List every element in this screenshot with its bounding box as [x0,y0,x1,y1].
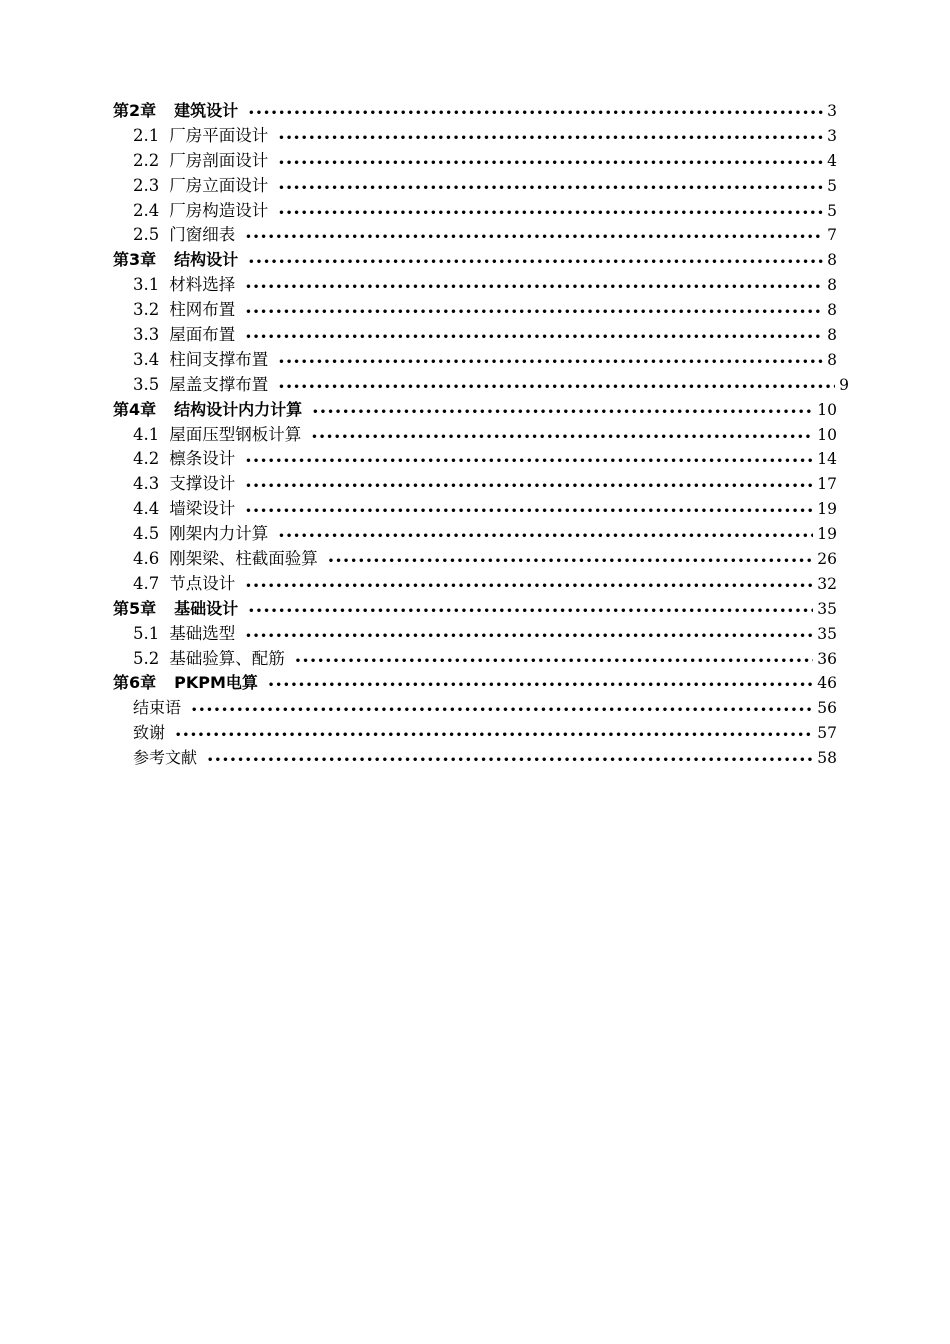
table-of-contents [113,99,849,771]
dot-leader [278,177,823,202]
toc-entry-page: 10 [817,425,837,444]
dot-leader [245,625,813,650]
dot-leader [312,401,813,426]
dot-leader [245,326,823,351]
toc-entry-number: 4.6 [133,549,160,569]
toc-entry[interactable] [113,149,837,174]
toc-entry-number: 2.4 [133,200,160,220]
dot-leader [245,500,813,525]
toc-entry-title: 厂房平面设计 [169,125,269,145]
toc-entry-title: 柱间支撑布置 [169,349,269,369]
toc-entry-number: 2.1 [133,125,160,145]
dot-leader [328,550,814,575]
dot-leader [245,475,813,500]
toc-entry-page: 17 [817,475,837,494]
toc-entry-page: 8 [827,326,837,345]
toc-entry[interactable] [113,497,837,522]
dot-leader [278,525,813,550]
toc-entry-page: 35 [817,624,837,643]
dot-leader [245,575,813,600]
toc-entry[interactable] [113,398,837,423]
toc-entry-title: 基础选型 [169,623,236,643]
toc-entry-number: 2.3 [133,175,160,195]
toc-entry-number: 4.4 [133,499,160,519]
toc-entry[interactable] [113,373,849,398]
toc-entry-title: 屋盖支撑布置 [169,374,269,394]
toc-entry[interactable] [113,298,837,323]
toc-entry[interactable] [113,423,837,448]
toc-entry-number: 3.1 [133,275,160,295]
toc-entry[interactable] [113,447,837,472]
toc-entry-title: 结束语 [133,698,182,718]
toc-entry-page: 8 [827,350,837,369]
dot-leader [268,674,813,699]
toc-entry-number: 4.5 [133,524,160,544]
dot-leader [207,749,813,774]
toc-entry[interactable] [113,622,837,647]
toc-entry-page: 4 [827,151,837,170]
toc-entry-title: 建筑设计 [174,101,239,120]
toc-entry[interactable] [113,746,837,771]
toc-entry-title: 参考文献 [133,748,198,768]
toc-entry-number: 第3章 [113,250,157,270]
toc-entry-number: 3.2 [133,300,160,320]
toc-entry-number: 第5章 [113,598,157,618]
toc-entry-page: 10 [817,400,837,419]
dot-leader [248,600,813,625]
toc-entry-number: 3.3 [133,325,160,345]
toc-entry-number: 4.2 [133,449,160,469]
dot-leader [248,102,823,127]
toc-entry-title: 致谢 [133,723,166,743]
dot-leader [311,426,813,451]
toc-entry[interactable] [113,199,837,224]
toc-entry-page: 35 [817,599,837,618]
toc-entry-number: 4.1 [133,424,160,444]
toc-entry-title: 基础设计 [174,598,239,618]
toc-entry-title: 墙梁设计 [169,499,236,519]
toc-entry[interactable] [113,522,837,547]
toc-entry-number: 3.5 [133,374,160,394]
toc-entry-title: 材料选择 [169,275,236,295]
toc-entry-number: 第4章 [113,399,157,419]
toc-entry-page: 36 [817,649,837,668]
toc-entry[interactable] [113,248,837,273]
toc-entry-title: 结构设计内力计算 [174,399,303,419]
toc-entry-page: 56 [817,699,837,718]
toc-entry[interactable] [113,647,837,672]
toc-entry[interactable] [113,174,837,199]
toc-entry[interactable] [113,671,837,696]
dot-leader [278,127,823,152]
toc-entry-page: 57 [817,724,837,743]
toc-entry-title: 柱网布置 [169,300,236,320]
toc-entry-number: 4.3 [133,474,160,494]
toc-entry-title: 刚架梁、柱截面验算 [169,549,318,569]
toc-entry-number: 第6章 [113,673,157,693]
toc-entry-page: 8 [827,251,837,270]
toc-entry[interactable] [113,348,837,373]
toc-entry-number: 5.1 [133,623,160,643]
toc-entry-page: 14 [817,450,837,469]
toc-entry-page: 3 [827,102,837,120]
dot-leader [278,376,835,401]
toc-entry-title: 厂房立面设计 [169,175,269,195]
toc-entry-title: 节点设计 [169,573,236,593]
toc-entry-title: 厂房构造设计 [169,200,269,220]
toc-entry-title: PKPM电算 [174,673,258,693]
toc-entry-title: 结构设计 [174,250,239,270]
dot-leader [278,152,823,177]
toc-entry-title: 支撑设计 [169,474,236,494]
toc-entry-page: 46 [817,674,837,693]
dot-leader [245,450,813,475]
dot-leader [175,724,813,749]
toc-entry[interactable] [113,124,837,149]
toc-entry-page: 9 [839,375,849,394]
toc-entry[interactable] [113,323,837,348]
dot-leader [278,351,823,376]
toc-entry[interactable] [113,223,837,248]
toc-entry[interactable] [113,99,837,124]
dot-leader [295,650,814,675]
toc-entry[interactable] [113,696,837,721]
toc-entry-page: 58 [817,749,837,768]
toc-entry[interactable] [113,273,837,298]
toc-entry-page: 5 [827,176,837,195]
toc-entry[interactable] [113,597,837,622]
toc-entry-number: 2.5 [133,225,160,245]
toc-entry-page: 19 [817,500,837,519]
toc-entry-page: 26 [817,550,837,569]
toc-entry[interactable] [113,472,837,497]
toc-entry-number: 5.2 [133,648,160,668]
dot-leader [278,202,823,227]
dot-leader [191,699,813,724]
toc-entry-number: 2.2 [133,150,160,170]
toc-entry-title: 厂房剖面设计 [169,150,269,170]
dot-leader [245,301,823,326]
dot-leader [245,276,823,301]
toc-entry[interactable] [113,721,837,746]
toc-entry-title: 门窗细表 [169,225,236,245]
toc-entry-number: 3.4 [133,349,160,369]
toc-entry-number: 4.7 [133,573,160,593]
toc-entry-title: 檩条设计 [169,449,236,469]
dot-leader [248,251,823,276]
toc-entry[interactable] [113,572,837,597]
toc-entry-page: 8 [827,301,837,320]
toc-entry-title: 刚架内力计算 [169,524,269,544]
toc-entry-title: 基础验算、配筋 [169,648,285,668]
toc-entry-page: 32 [817,574,837,593]
toc-entry-page: 19 [817,525,837,544]
toc-entry-page: 8 [827,276,837,295]
toc-entry-title: 屋面布置 [169,325,236,345]
toc-entry[interactable] [113,547,837,572]
dot-leader [245,226,823,251]
toc-entry-page: 5 [827,201,837,220]
toc-entry-page: 7 [827,226,837,245]
toc-entry-title: 屋面压型钢板计算 [169,424,302,444]
toc-entry-number: 第2章 [113,101,157,120]
toc-entry-page: 3 [827,126,837,145]
